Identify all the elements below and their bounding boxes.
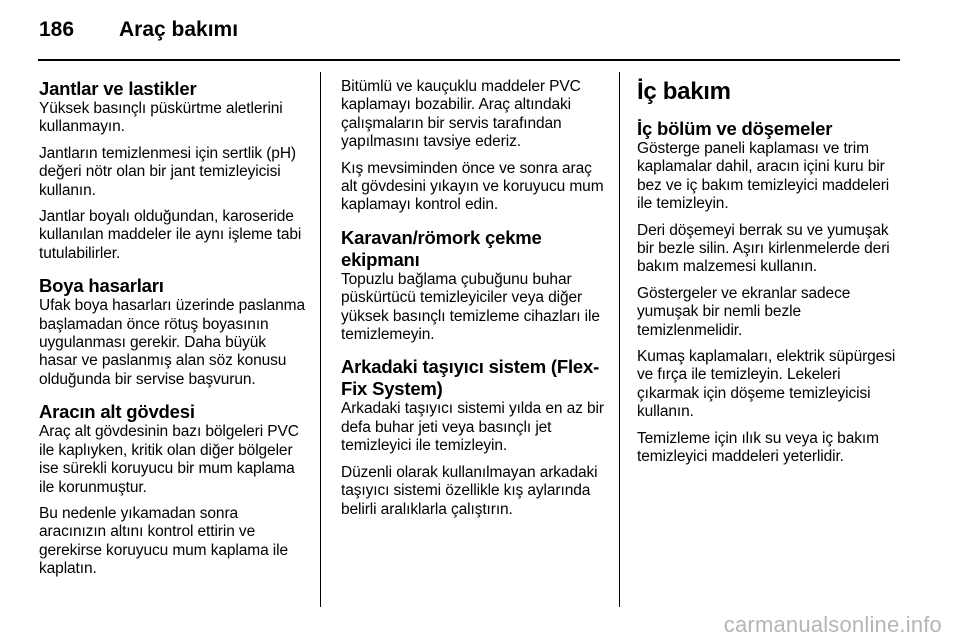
section-heading: Boya hasarları <box>39 275 164 297</box>
section-heading: Jantlar ve lastikler <box>39 78 197 99</box>
paragraph: Araç alt gövdesinin bazı bölgeleri PVC ile kaplıyken, kritik olan diğer bölgeler ise sürekli koruyucu bir mum kaplama ile korunmuştur. <box>39 423 299 496</box>
paragraph: Topuzlu bağlama çubuğunu buhar püskürtücü temizleyiciler veya diğer yüksek basınçlı temizleme cihazları ile temizlemeyin. <box>341 270 600 344</box>
column-divider <box>320 72 321 607</box>
chapter-title: Araç bakımı <box>119 18 239 41</box>
paragraph: Ufak boya hasarları üzerinde paslanma başlamadan önce rötuş boyasının uygulanması gerekir. Daha büyük hasar ve paslanmış alan söz konusu olduğunda bir servise başvurun. <box>39 297 305 388</box>
paragraph: Bu nedenle yıkamadan sonra aracınızın altını kontrol ettirin ve gerekirse koruyucu mum kaplama ile kaplatın. <box>39 504 289 578</box>
page-number: 186 <box>39 18 75 41</box>
paragraph: Deri döşemeyi berrak su ve yumuşak bir bezle silin. Aşırı kirlenmelerde deri bakım malzemesi kullanın. <box>637 221 890 276</box>
paragraph: Kış mevsiminden önce ve sonra araç alt gövdesini yıkayın ve koruyucu mum kaplamayı kontrol edin. <box>341 159 604 214</box>
paragraph: Bitümlü ve kauçuklu maddeler PVC kaplamayı bozabilir. Araç altındaki çalışmaların bir servis tarafından yapılmasını tavsiye ederiz. <box>341 78 581 151</box>
paragraph: Temizleme için ılık su veya iç bakım temizleyici maddeleri yeterlidir. <box>637 429 879 466</box>
section-heading: Aracın alt gövdesi <box>39 401 195 423</box>
page-header <box>39 18 238 48</box>
column-2 <box>341 78 609 527</box>
paragraph: Yüksek basınçlı püskürtme aletlerini kullanmayın. <box>39 100 283 136</box>
paragraph: Jantların temizlenmesi için sertlik (pH) değeri nötr olan bir jant temizleyicisi kullanın. <box>39 144 296 199</box>
header-rule <box>38 59 900 61</box>
paragraph: Arkadaki taşıyıcı sistemi yılda en az bir defa buhar jeti veya basınçlı jet temizleyici ile temizleyin. <box>341 400 604 455</box>
column-divider <box>619 72 620 607</box>
paragraph: Düzenli olarak kullanılmayan arkadaki taşıyıcı sistemi özellikle kış aylarında belirli aralıklarla çalıştırın. <box>341 463 598 518</box>
section-heading: Arkadaki taşıyıcı sistem (Flex-Fix System) <box>341 356 600 400</box>
watermark-text: carmanualsonline.info <box>723 612 942 637</box>
paragraph: Jantlar boyalı olduğundan, karoseride kullanılan maddeler ile aynı işleme tabi tutulabilirler. <box>39 208 302 262</box>
section-heading: Karavan/römork çekme ekipmanı <box>341 226 542 270</box>
column-1 <box>39 78 307 587</box>
section-heading: İç bölüm ve döşemeler <box>637 118 833 139</box>
paragraph: Göstergeler ve ekranlar sadece yumuşak bir nemli bezle temizlenmelidir. <box>637 284 851 339</box>
chapter-section-title: İç bakım <box>637 78 731 105</box>
paragraph: Gösterge paneli kaplaması ve trim kaplamalar dahil, aracın içini kuru bir bez ve iç bakım temizleyici maddeleri ile temizleyin. <box>637 140 890 213</box>
paragraph: Kumaş kaplamaları, elektrik süpürgesi ve fırça ile temizleyin. Lekeleri çıkarmak için döşeme temizleyicisi kullanın. <box>637 348 896 421</box>
column-3 <box>637 78 903 475</box>
